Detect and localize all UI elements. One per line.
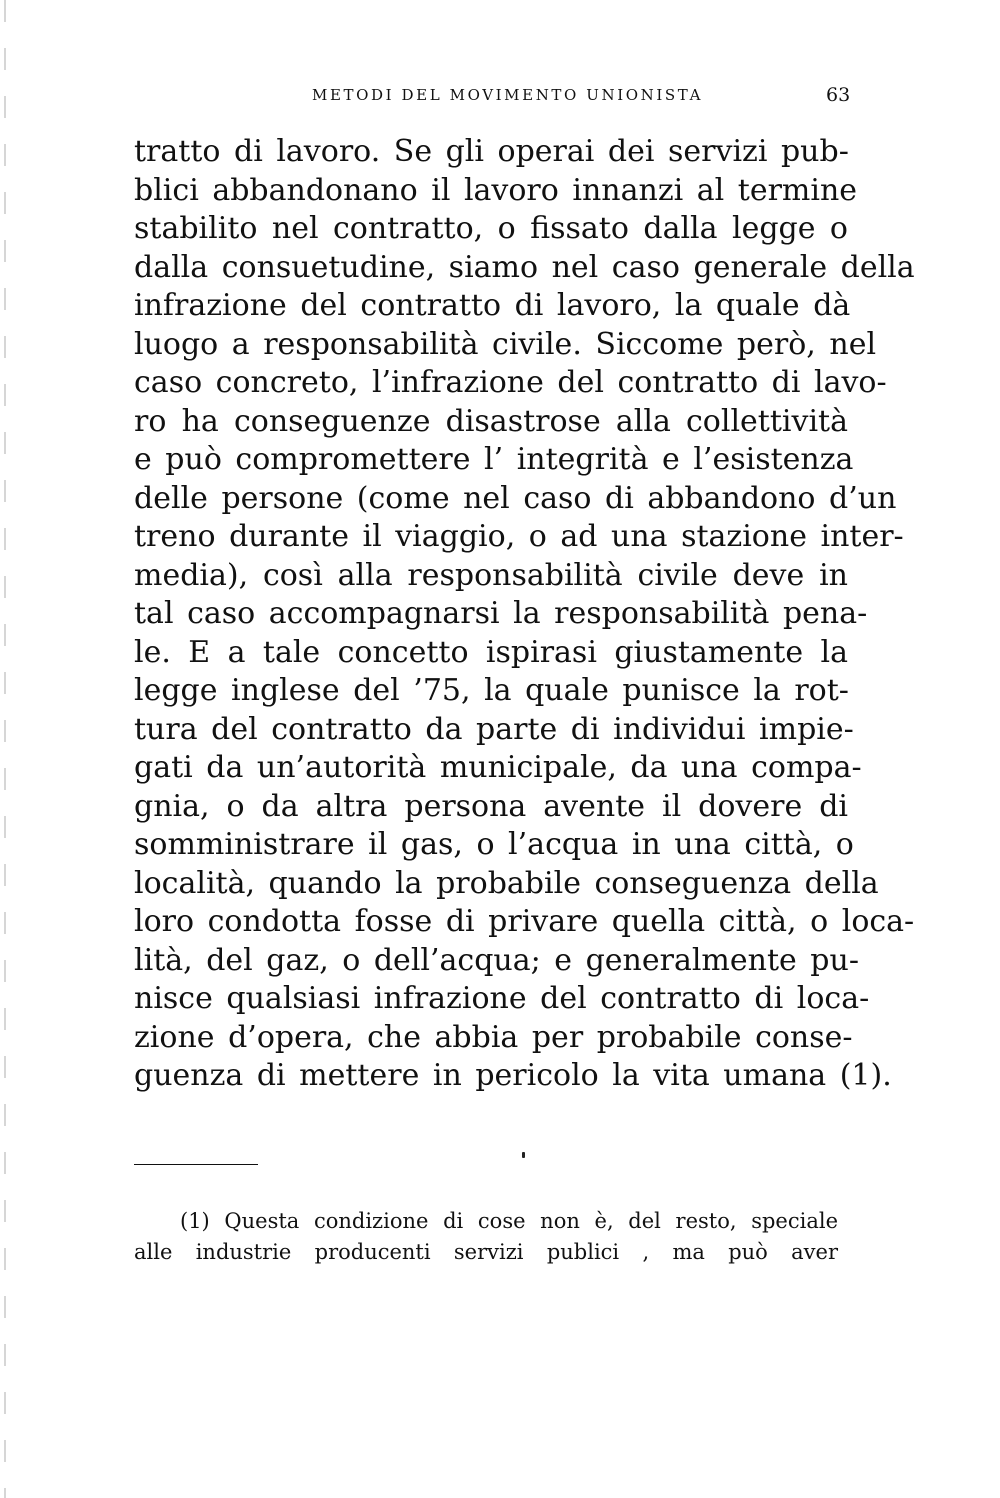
footnote-line: (1) Questa condizione di cose non è, del resto, speciale bbox=[180, 1209, 838, 1233]
text-line: stabilito nel contratto, o fissato dalla legge o bbox=[134, 211, 848, 246]
text-line: tura del contratto da parte di individui impie- bbox=[134, 711, 854, 747]
footnote-line: alle industrie producenti servizi publici , ma può aver bbox=[134, 1240, 838, 1264]
text-line: dalla consuetudine, siamo nel caso generale della bbox=[134, 249, 915, 285]
text-line: località, quando la probabile conseguenza della bbox=[134, 865, 879, 901]
text-line: delle persone (come nel caso di abbandono d’un bbox=[134, 480, 897, 516]
text-line: tratto di lavoro. Se gli operai dei servizi pub- bbox=[134, 134, 849, 169]
text-line: treno durante il viaggio, o ad una stazione inter- bbox=[134, 519, 904, 554]
text-line: gnia, o da altra persona avente il dovere di bbox=[134, 788, 848, 824]
page-number: 63 bbox=[826, 84, 851, 106]
text-line: zione d’opera, che abbia per probabile conse- bbox=[134, 1019, 853, 1055]
scan-edge-artifact bbox=[4, 0, 6, 1498]
text-line: guenza di mettere in pericolo la vita umana (1). bbox=[134, 1058, 892, 1093]
running-title: METODI DEL MOVIMENTO UNIONISTA bbox=[312, 86, 704, 104]
text-line: nisce qualsiasi infrazione del contratto di loca- bbox=[134, 981, 870, 1016]
text-line: infrazione del contratto di lavoro, la quale dà bbox=[134, 288, 851, 323]
text-line: gati da un’autorità municipale, da una compa- bbox=[134, 750, 862, 785]
text-line: ro ha conseguenze disastrose alla collettività bbox=[134, 403, 848, 439]
main-text-block bbox=[134, 133, 915, 1096]
text-line: le. E a tale concetto ispirasi giustamente la bbox=[134, 634, 848, 670]
text-line: somministrare il gas, o l’acqua in una città, o bbox=[134, 827, 854, 862]
text-line: loro condotta fosse di privare quella città, o loca- bbox=[134, 904, 915, 939]
text-line: lità, del gaz, o dell’acqua; e generalmente pu- bbox=[134, 942, 859, 978]
text-line: luogo a responsabilità civile. Siccome però, nel bbox=[134, 326, 877, 362]
text-line: media), così alla responsabilità civile deve in bbox=[134, 557, 848, 593]
text-line: e può compromettere l’ integrità e l’esistenza bbox=[134, 442, 854, 477]
text-line: blici abbandonano il lavoro innanzi al termine bbox=[134, 172, 858, 208]
footnote-separator bbox=[134, 1164, 258, 1165]
text-line: caso concreto, l’infrazione del contratto di lavo- bbox=[134, 365, 887, 400]
ink-speck bbox=[522, 1152, 525, 1158]
text-line: legge inglese del ’75, la quale punisce la rot- bbox=[134, 673, 849, 708]
text-line: tal caso accompagnarsi la responsabilità pena- bbox=[134, 596, 868, 631]
footnote-block bbox=[134, 1206, 838, 1268]
